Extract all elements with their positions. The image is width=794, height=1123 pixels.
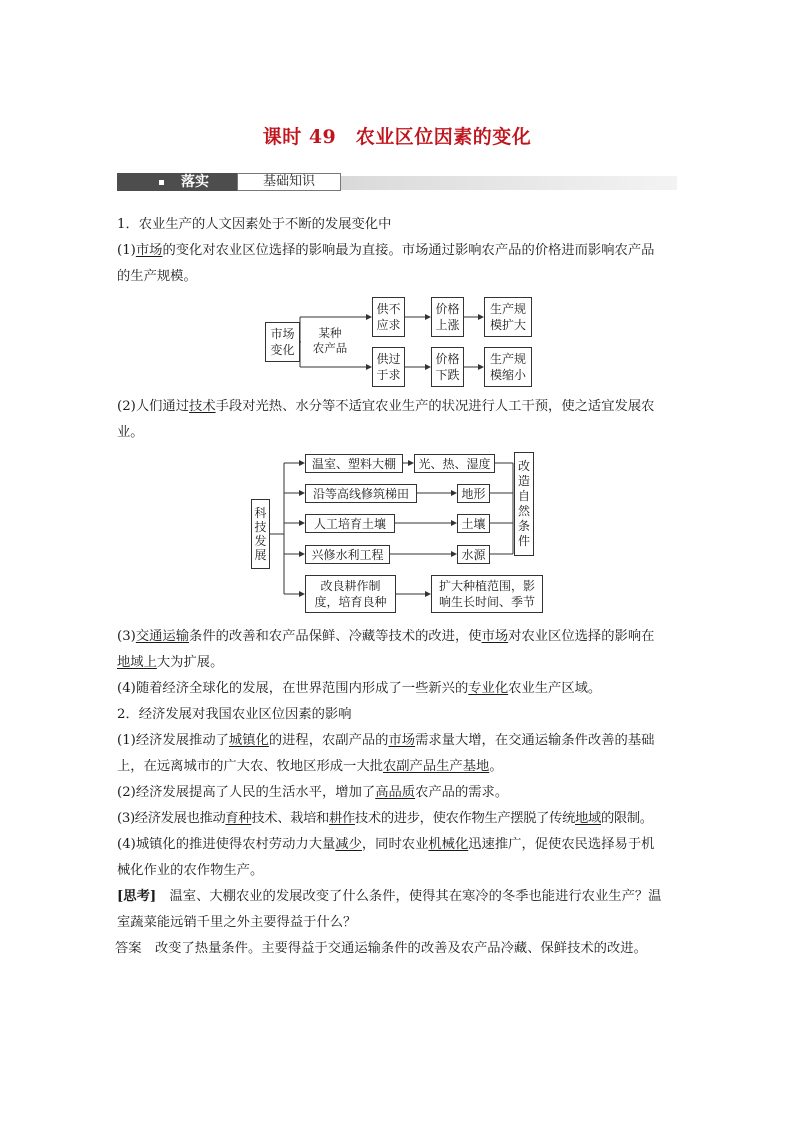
text: (3)经济发展也推动 xyxy=(117,811,226,826)
s2-p4 xyxy=(117,832,679,858)
tech-root-box xyxy=(251,499,270,569)
think-question xyxy=(117,884,679,910)
blank-answer: 地域 xyxy=(575,811,601,826)
blank-answer: 专业化 xyxy=(468,681,509,696)
text: 。 xyxy=(489,759,503,774)
blank-answer: 市场 xyxy=(481,629,509,644)
tech-right-2 xyxy=(457,484,490,503)
text: 扩大种植范围，影响生长时间、季节 xyxy=(438,579,535,609)
blank-answer: 机械化 xyxy=(428,837,469,852)
text: 大为扩展。 xyxy=(156,655,224,670)
top-box-1 xyxy=(372,297,405,337)
product-label xyxy=(303,326,357,356)
text: 技术的进步，使农作物生产摆脱了传统 xyxy=(354,811,576,826)
tech-expand-box xyxy=(431,575,543,613)
text: 价格上涨 xyxy=(435,302,460,332)
blank-answer: 技术 xyxy=(189,399,216,414)
text: 的进程，农副产品的 xyxy=(268,733,389,748)
text: 手段对光热、水分等不适宜农业生产的状况进行人工干预，使之适宜发展农 xyxy=(215,399,655,414)
s1-p4 xyxy=(117,676,679,702)
banner-label: 落实 xyxy=(181,174,209,190)
tech-left-3 xyxy=(305,514,395,533)
s2-p2 xyxy=(117,780,679,806)
tech-right-3 xyxy=(457,514,490,533)
text: 某种 xyxy=(318,326,342,340)
answer-label: 答案 xyxy=(115,941,142,956)
text: 技术、栽培和 xyxy=(251,811,330,826)
blank-answer: 交通运输 xyxy=(135,629,190,644)
top-box-2 xyxy=(431,297,464,337)
text: 农产品 xyxy=(312,341,348,355)
text: 对农业区位选择的影响在 xyxy=(508,629,655,644)
page-title: 课时 49 农业区位因素的变化 xyxy=(262,126,532,148)
text: 的限制。 xyxy=(600,811,653,826)
text: 人工培育土壤 xyxy=(313,516,386,531)
s2-p3 xyxy=(117,806,679,832)
s2-p4-cont: 械化作业的农作物生产。 xyxy=(117,863,264,878)
text: 条件的改善和农产品保鲜、冷藏等技术的改进，使 xyxy=(189,629,482,644)
s1-p2-cont: 业。 xyxy=(117,425,144,440)
tech-left-2 xyxy=(305,484,417,503)
s1-p1-cont: 的生产规模。 xyxy=(117,269,197,284)
text: 改变了热量条件。主要得益于交通运输条件的改善及农产品冷藏、保鲜技术的改进。 xyxy=(141,941,647,956)
top-box-3 xyxy=(484,297,532,337)
text: (2)人们通过 xyxy=(117,399,190,414)
text: 市场变化 xyxy=(270,327,295,357)
section-banner xyxy=(117,172,677,192)
blank-answer: 耕作 xyxy=(329,811,355,826)
blank-answer: 市场 xyxy=(135,243,163,258)
s2-p1-cont xyxy=(117,754,679,780)
text: 上，在远离城市的广大农、牧地区形成一大批 xyxy=(117,759,383,774)
tech-nature-box xyxy=(514,452,534,556)
text: 科技发展 xyxy=(254,506,267,562)
s1-p2 xyxy=(117,394,679,420)
text: 需求量大增，在交通运输条件改善的基础 xyxy=(415,733,655,748)
text: 生产规模扩大 xyxy=(489,302,526,332)
banner-label-block xyxy=(117,173,237,191)
bot-box-1 xyxy=(372,347,405,387)
content xyxy=(117,212,679,962)
text: (3) xyxy=(117,629,136,644)
blank-answer: 农副产品生产基地 xyxy=(382,759,490,774)
blank-answer: 市场 xyxy=(388,733,416,748)
text: ，同时农业 xyxy=(361,837,429,852)
text: 光、热、湿度 xyxy=(418,456,491,471)
blank-answer: 高品质 xyxy=(375,785,416,800)
tech-left-5 xyxy=(305,575,396,613)
text: 地形 xyxy=(461,486,486,501)
text: 兴修水利工程 xyxy=(311,547,384,562)
text: (1) xyxy=(117,243,136,258)
text: 农业生产区域。 xyxy=(508,681,602,696)
blank-answer: 减少 xyxy=(335,837,362,852)
s1-p3-cont xyxy=(117,650,679,676)
s1-p1 xyxy=(117,238,679,264)
tech-diagram xyxy=(117,450,679,620)
tech-right-4 xyxy=(457,545,490,564)
s2-p1 xyxy=(117,728,679,754)
tech-diagram-arrows xyxy=(117,450,679,620)
text: 迅速推广，促使农民选择易于机 xyxy=(468,837,655,852)
text: 改造自然条件 xyxy=(517,459,530,548)
square-bullet-icon xyxy=(159,180,164,185)
s2-heading: 2．经济发展对我国农业区位因素的影响 xyxy=(117,707,352,722)
banner-tab: 基础知识 xyxy=(237,173,341,191)
text: 供不应求 xyxy=(376,302,401,332)
market-diagram xyxy=(117,294,679,392)
blank-answer: 育种 xyxy=(225,811,252,826)
text: 土壤 xyxy=(461,516,486,531)
text: 改良耕作制度，培育良种 xyxy=(314,579,387,609)
text: 温室、大棚农业的发展改变了什么条件，使得其在寒冷的冬季也能进行农业生产？温 xyxy=(156,889,662,904)
blank-answer: 地域上 xyxy=(117,655,157,670)
text: 的变化对农业区位选择的影响最为直接。市场通过影响农产品的价格进而影响农产品 xyxy=(162,243,655,258)
text: (4)城镇化的推进使得农村劳动力大量 xyxy=(117,837,336,852)
bot-box-3 xyxy=(484,347,532,387)
text: 价格下跌 xyxy=(435,352,460,382)
s1-p3 xyxy=(117,624,679,650)
text: (1)经济发展推动了 xyxy=(117,733,229,748)
bot-box-2 xyxy=(431,347,464,387)
tech-left-4 xyxy=(305,545,390,564)
market-change-box xyxy=(265,322,300,362)
blank-answer: 城镇化 xyxy=(228,733,269,748)
s1-heading: 1．农业生产的人文因素处于不断的发展变化中 xyxy=(117,217,392,232)
think-answer xyxy=(115,936,679,962)
text: 供过于求 xyxy=(376,352,401,382)
text: 温室、塑料大棚 xyxy=(311,456,396,471)
text: 生产规模缩小 xyxy=(489,352,526,382)
text: 农产品的需求。 xyxy=(415,785,509,800)
text: (4)随着经济全球化的发展，在世界范围内形成了一些新兴的 xyxy=(117,681,469,696)
think-tag: [思考] xyxy=(117,889,157,904)
text: 水源 xyxy=(461,547,486,562)
tech-left-1 xyxy=(305,454,403,473)
think-question-cont: 室蔬菜能远销千里之外主要得益于什么？ xyxy=(117,915,357,930)
text: (2)经济发展提高了人民的生活水平，增加了 xyxy=(117,785,376,800)
tech-right-1 xyxy=(414,454,495,473)
text: 沿等高线修筑梯田 xyxy=(312,486,409,501)
